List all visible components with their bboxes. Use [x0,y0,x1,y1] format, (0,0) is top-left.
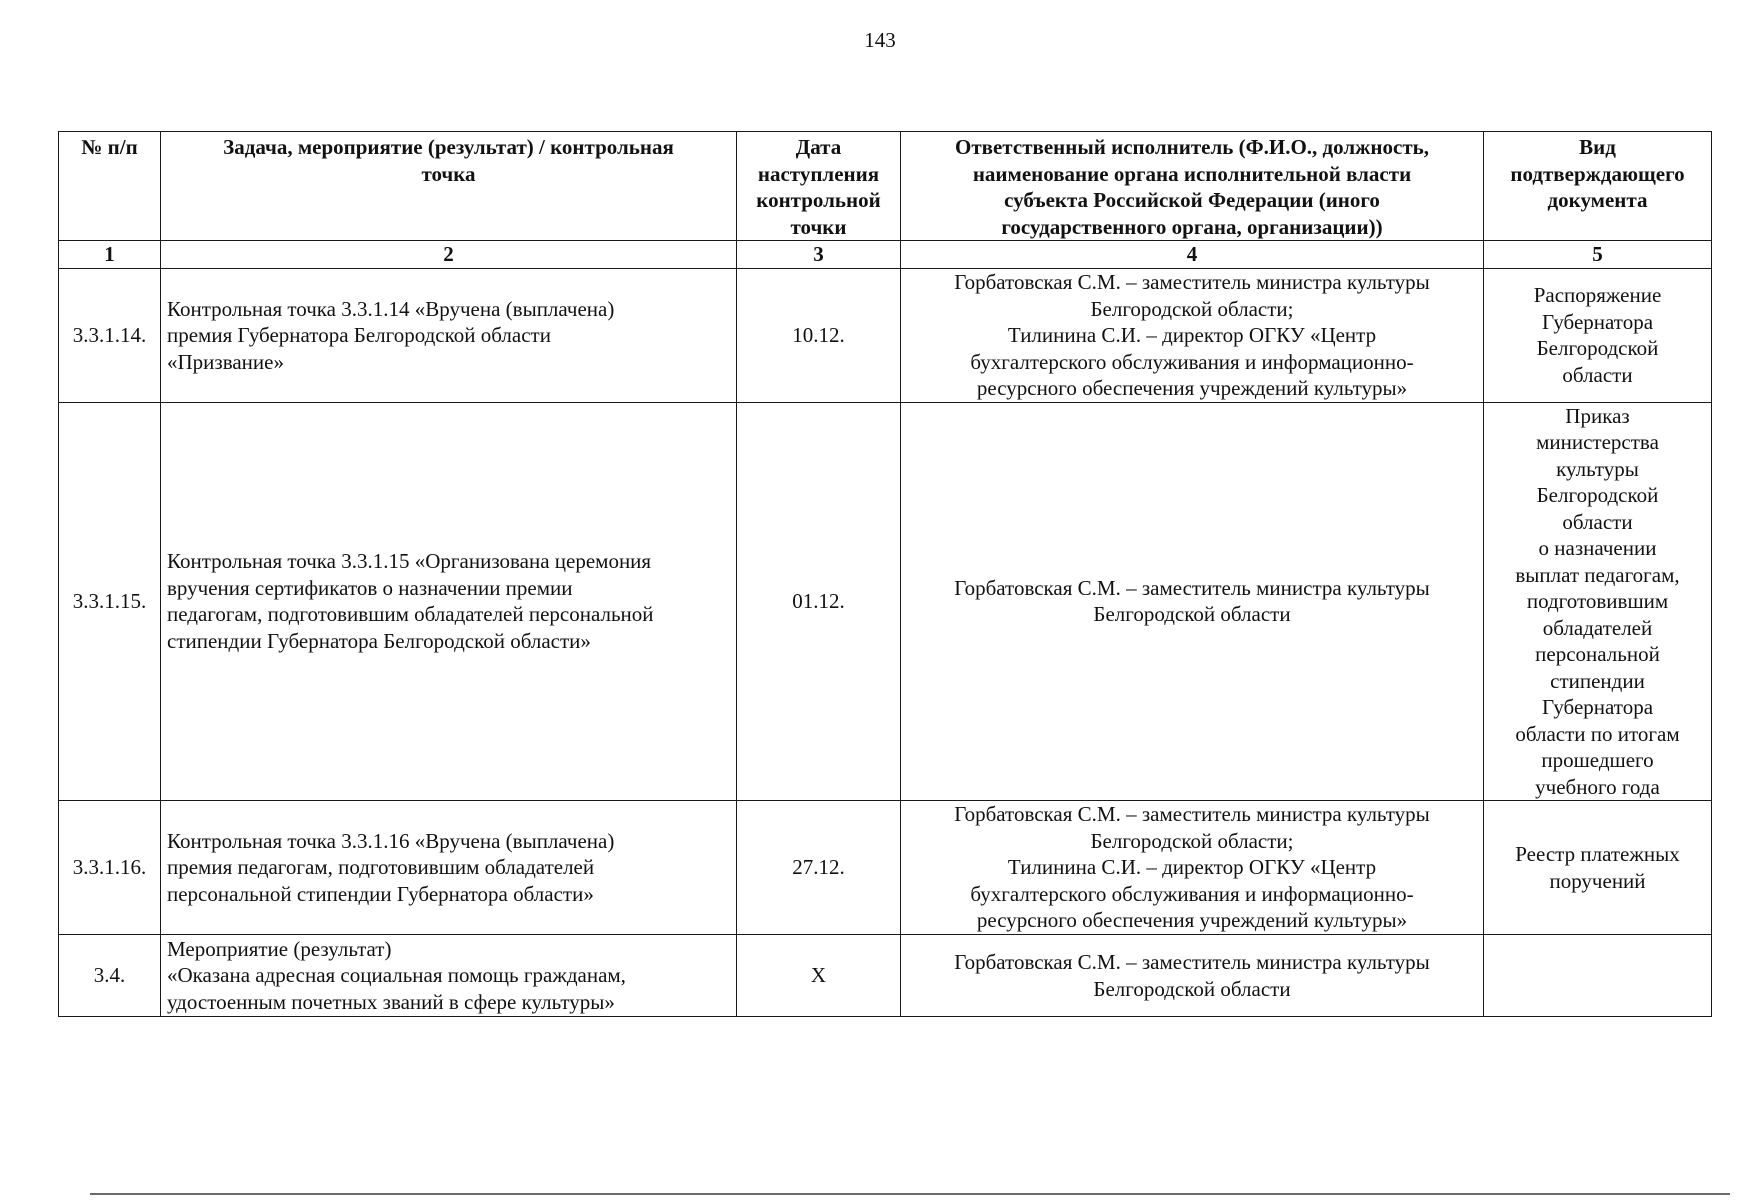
row-responsible: Горбатовская С.М. – заместитель министра культуры Белгородской области; Тилинина С.И. – директор ОГКУ «Центр бухгалтерского обслуживания и информационно- ресурсного обеспечения учреждений культуры» [901,801,1484,935]
row-date: Х [737,935,901,1017]
row-task: Мероприятие (результат) «Оказана адресная социальная помощь гражданам, удостоенным почетных званий в сфере культуры» [161,935,737,1017]
header-doc: Вид подтверждающего документа [1484,132,1712,241]
row-date: 10.12. [737,269,901,403]
column-number: 4 [901,241,1484,269]
row-task: Контрольная точка 3.3.1.16 «Вручена (выплачена) премия педагогам, подготовившим обладателей персональной стипендии Губернатора области» [161,801,737,935]
row-responsible: Горбатовская С.М. – заместитель министра культуры Белгородской области [901,935,1484,1017]
table-row [59,269,1712,403]
row-date: 27.12. [737,801,901,935]
column-number: 1 [59,241,161,269]
table-row [59,935,1712,1017]
row-responsible: Горбатовская С.М. – заместитель министра культуры Белгородской области [901,402,1484,801]
header-date: Дата наступления контрольной точки [737,132,901,241]
table-row [59,402,1712,801]
row-number: 3.3.1.15. [59,402,161,801]
row-responsible: Горбатовская С.М. – заместитель министра культуры Белгородской области; Тилинина С.И. – директор ОГКУ «Центр бухгалтерского обслуживания и информационно- ресурсного обеспечения учреждений культуры» [901,269,1484,403]
page-bottom-rule [90,1193,1730,1195]
row-task: Контрольная точка 3.3.1.14 «Вручена (выплачена) премия Губернатора Белгородской области «Призвание» [161,269,737,403]
column-number: 2 [161,241,737,269]
row-number: 3.4. [59,935,161,1017]
row-number: 3.3.1.14. [59,269,161,403]
table-row [59,801,1712,935]
row-task: Контрольная точка 3.3.1.15 «Организована церемония вручения сертификатов о назначении премии педагогам, подготовившим обладателей персональной стипендии Губернатора Белгородской области» [161,402,737,801]
control-points-table [58,131,1712,1017]
page-number: 143 [864,28,896,52]
row-document: Реестр платежных поручений [1484,801,1712,935]
header-num: № п/п [59,132,161,241]
column-numbers-row [59,241,1712,269]
row-document [1484,935,1712,1017]
row-number: 3.3.1.16. [59,801,161,935]
header-task: Задача, мероприятие (результат) / контрольная точка [161,132,737,241]
row-document: Распоряжение Губернатора Белгородской области [1484,269,1712,403]
header-responsible: Ответственный исполнитель (Ф.И.О., должность, наименование органа исполнительной власти субъекта Российской Федерации (иного государственного органа, организации)) [901,132,1484,241]
row-date: 01.12. [737,402,901,801]
column-number: 3 [737,241,901,269]
column-number: 5 [1484,241,1712,269]
table-header-row [59,132,1712,241]
row-document: Приказ министерства культуры Белгородской области о назначении выплат педагогам, подготовившим обладателей персональной стипендии Губернатора области по итогам прошедшего учебного года [1484,402,1712,801]
